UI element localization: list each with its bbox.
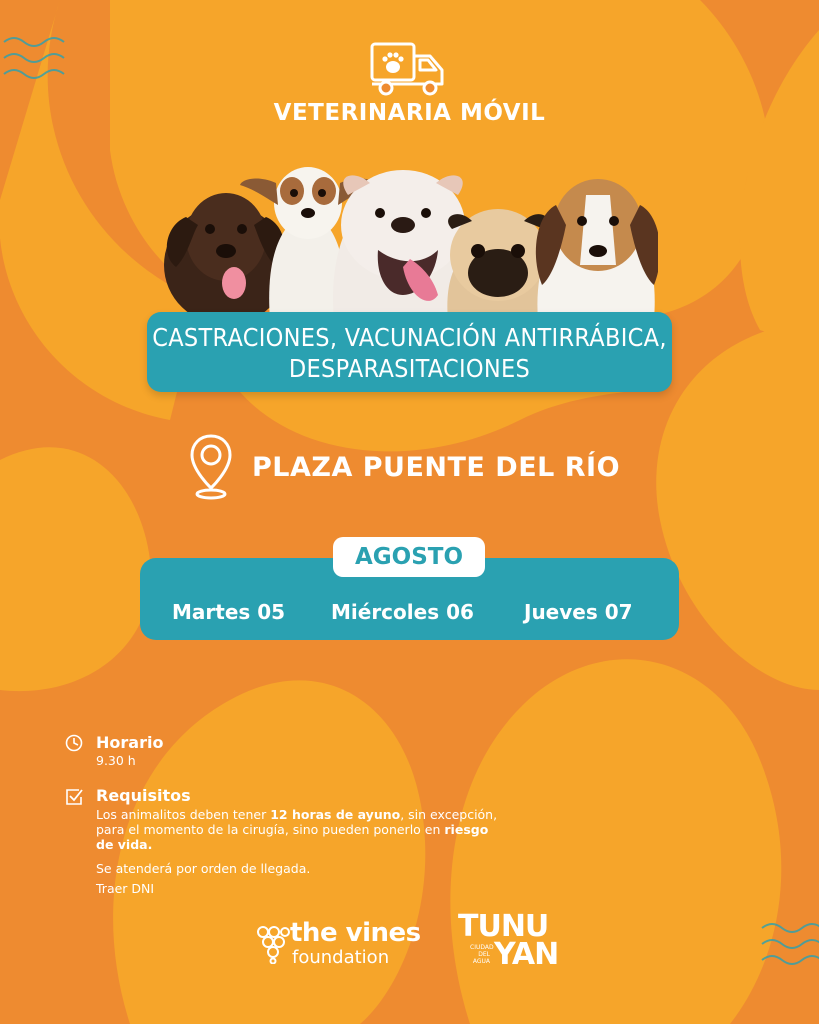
tunuyan-bottom: YAN bbox=[494, 937, 559, 972]
dogs-illustration bbox=[158, 155, 658, 320]
services-text bbox=[147, 322, 672, 384]
vet-truck-paw-icon bbox=[368, 40, 450, 98]
requisitos-line-3: de vida. bbox=[96, 837, 153, 852]
requisitos-text bbox=[96, 807, 566, 852]
clock-icon bbox=[64, 733, 84, 753]
vines-foundation: foundation bbox=[292, 947, 390, 968]
tunuyan-top: TUNU bbox=[458, 909, 549, 944]
horario-label: Horario bbox=[96, 733, 164, 752]
requisitos-line-1: Los animalitos deben tener 12 horas de ayuno, sin excepción, bbox=[96, 807, 498, 822]
vines-name: the vines bbox=[290, 918, 421, 948]
horario-value: 9.30 h bbox=[96, 753, 136, 768]
month-label: AGOSTO bbox=[333, 537, 485, 577]
grapes-icon bbox=[256, 924, 290, 964]
requisitos-line-2: para el momento de la cirugía, sino pueden ponerlo en riesgo bbox=[96, 822, 489, 837]
services-banner bbox=[147, 312, 672, 392]
order-note: Se atenderá por orden de llegada. bbox=[96, 861, 311, 876]
services-line-2: DESPARASITACIONES bbox=[288, 354, 531, 383]
day-thursday: Jueves 07 bbox=[524, 600, 633, 624]
day-tuesday: Martes 05 bbox=[172, 600, 286, 624]
checkbox-icon bbox=[64, 787, 84, 807]
dog-beagle bbox=[536, 179, 658, 320]
services-line-1: CASTRACIONES, VACUNACIÓN ANTIRRÁBICA, bbox=[152, 323, 667, 352]
page-title: VETERINARIA MÓVIL bbox=[273, 100, 546, 126]
dni-note: Traer DNI bbox=[96, 881, 155, 896]
day-wednesday: Miércoles 06 bbox=[331, 600, 474, 624]
location-name: PLAZA PUENTE DEL RÍO bbox=[252, 452, 621, 483]
map-pin-icon bbox=[188, 432, 234, 502]
dog-pug bbox=[447, 209, 548, 320]
requisitos-label: Requisitos bbox=[96, 786, 191, 805]
tunuyan-tagline: CIUDAD DEL AGUA bbox=[470, 944, 494, 965]
